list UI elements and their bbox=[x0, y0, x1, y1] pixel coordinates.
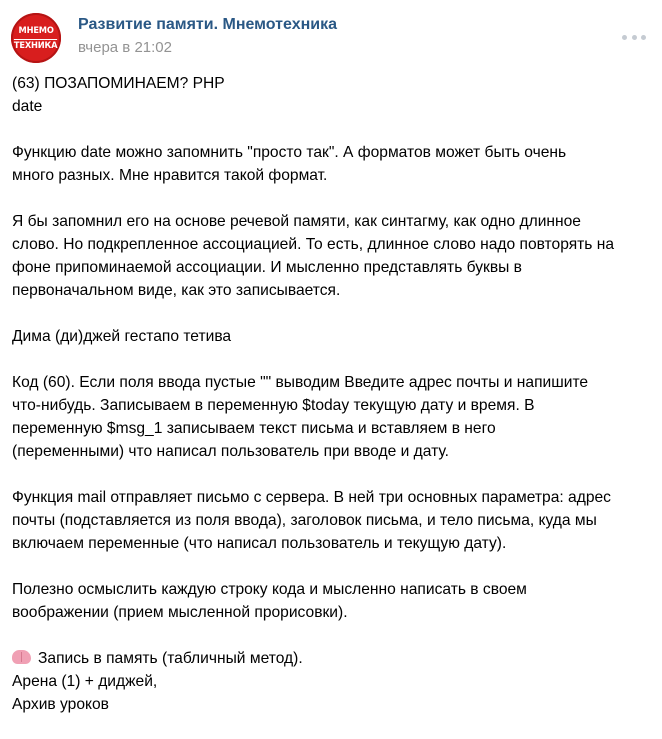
post-line-text: Запись в память (табличный метод). bbox=[38, 650, 303, 667]
paragraph-gap bbox=[12, 187, 652, 210]
post-line: переменную $msg_1 записываем текст письма и вставляем в него bbox=[12, 420, 496, 437]
post-line: Арена (1) + диджей, bbox=[12, 673, 158, 690]
post-line: Полезно осмыслить каждую строку кода и мысленно написать в своем bbox=[12, 581, 527, 598]
post-line: Архив уроков bbox=[12, 696, 109, 713]
more-options-button[interactable] bbox=[622, 29, 646, 45]
post-line: Функция mail отправляет письмо с сервера. В ней три основных параметра: адрес bbox=[12, 489, 611, 506]
post-line: первоначальном виде, как это записывается. bbox=[12, 282, 341, 299]
paragraph-gap bbox=[12, 555, 652, 578]
post-line: Код (60). Если поля ввода пустые "" выводим Введите адрес почты и напишите bbox=[12, 374, 589, 391]
post-line: Функцию date можно запомнить "просто так". А форматов может быть очень bbox=[12, 144, 567, 161]
post-time-link[interactable]: вчера в 21:02 bbox=[78, 39, 172, 56]
post-line: почты (подставляется из поля ввода), заголовок письма, и тело письма, куда мы bbox=[12, 512, 597, 529]
post-line: (переменными) что написал пользователь при вводе и дату. bbox=[12, 443, 449, 460]
post-line: Я бы запомнил его на основе речевой памяти, как синтагму, как одно длинное bbox=[12, 213, 581, 230]
group-avatar[interactable] bbox=[11, 13, 61, 63]
post-line: фоне припоминаемой ассоциации. И мысленно представлять буквы в bbox=[12, 259, 522, 276]
paragraph-gap bbox=[12, 624, 652, 647]
post-line: включаем переменные (что написал пользователь и текущую дату). bbox=[12, 535, 507, 552]
post-line: (63) ПОЗАПОМИНАЕМ? PHP bbox=[12, 75, 225, 92]
post-line: воображении (прием мысленной прорисовки). bbox=[12, 604, 348, 621]
ellipsis-icon bbox=[641, 35, 646, 40]
post-line: много разных. Мне нравится такой формат. bbox=[12, 167, 328, 184]
post-line-with-emoji bbox=[12, 647, 652, 670]
paragraph-gap bbox=[12, 118, 652, 141]
brain-icon bbox=[12, 650, 31, 664]
post-header bbox=[0, 0, 662, 70]
paragraph-gap bbox=[12, 463, 652, 486]
ellipsis-icon bbox=[622, 35, 627, 40]
post-line: слово. Но подкрепленное ассоциацией. То есть, длинное слово надо повторять на bbox=[12, 236, 615, 253]
post-line: date bbox=[12, 98, 43, 115]
avatar-text-bottom: ТЕХНИКА bbox=[14, 40, 58, 51]
post-text bbox=[12, 72, 652, 716]
ellipsis-icon bbox=[632, 35, 637, 40]
paragraph-gap bbox=[12, 348, 652, 371]
avatar-text-top: МНЕМО bbox=[18, 25, 54, 36]
paragraph-gap bbox=[12, 302, 652, 325]
post-line: Дима (ди)джей гестапо тетива bbox=[12, 328, 232, 345]
post-line: что-нибудь. Записываем в переменную $today текущую дату и время. В bbox=[12, 397, 535, 414]
group-name-link[interactable]: Развитие памяти. Мнемотехника bbox=[78, 16, 337, 33]
